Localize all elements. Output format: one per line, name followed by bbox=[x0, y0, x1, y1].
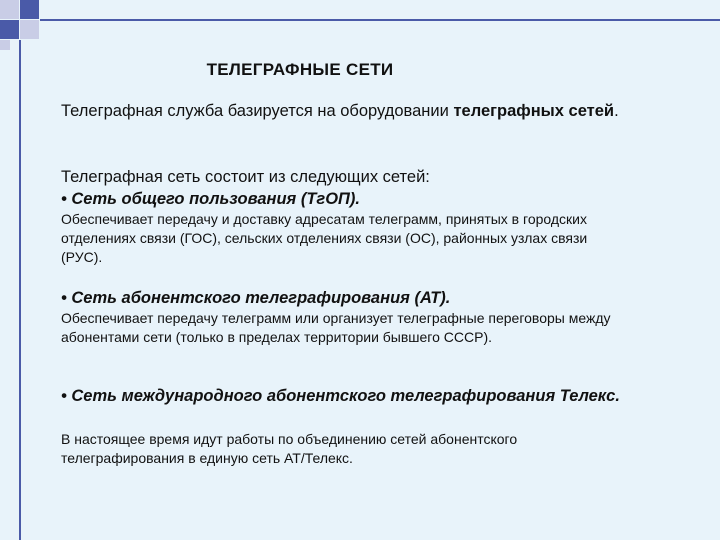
composition-text: Телеграфная сеть состоит из следующих сетей: bbox=[61, 168, 430, 186]
bullet-icon: • bbox=[61, 289, 67, 307]
item-heading-text: Сеть общего пользования (ТгОП). bbox=[71, 190, 360, 208]
item-heading-text: Сеть абонентского телеграфирования (АТ). bbox=[71, 289, 451, 307]
list-item-description: Обеспечивает передачу и доставку адресатам телеграмм, принятых в городских отделениях связи (ГОС), сельских отделениях связи (ОС), районных узлах связи (РУС). bbox=[61, 211, 588, 265]
intro-paragraph bbox=[61, 100, 641, 122]
intro-text: Телеграфная служба базируется на оборудовании bbox=[61, 102, 454, 120]
intro-bold-text: телеграфных сетей bbox=[453, 102, 615, 120]
page-title: ТЕЛЕГРАФНЫЕ СЕТИ bbox=[206, 60, 394, 79]
list-item-heading bbox=[61, 287, 651, 309]
top-rule bbox=[40, 19, 720, 21]
item-heading-text: Сеть международного абонентского телеграфирования Телекс. bbox=[71, 387, 620, 405]
list-item-heading bbox=[61, 188, 651, 210]
left-rule bbox=[19, 40, 21, 540]
intro-end: . bbox=[614, 102, 619, 120]
bullet-icon: • bbox=[61, 387, 67, 405]
list-item-heading bbox=[61, 385, 651, 407]
bullet-icon: • bbox=[61, 190, 67, 208]
list-item-description: В настоящее время идут работы по объединению сетей абонентского телеграфирования в единую сеть АТ/Телекс. bbox=[61, 431, 518, 466]
list-item-description: Обеспечивает передачу телеграмм или организует телеграфные переговоры между абонентами сети (только в пределах территории бывшего СССР). bbox=[61, 310, 611, 345]
corner-decoration bbox=[0, 0, 80, 50]
